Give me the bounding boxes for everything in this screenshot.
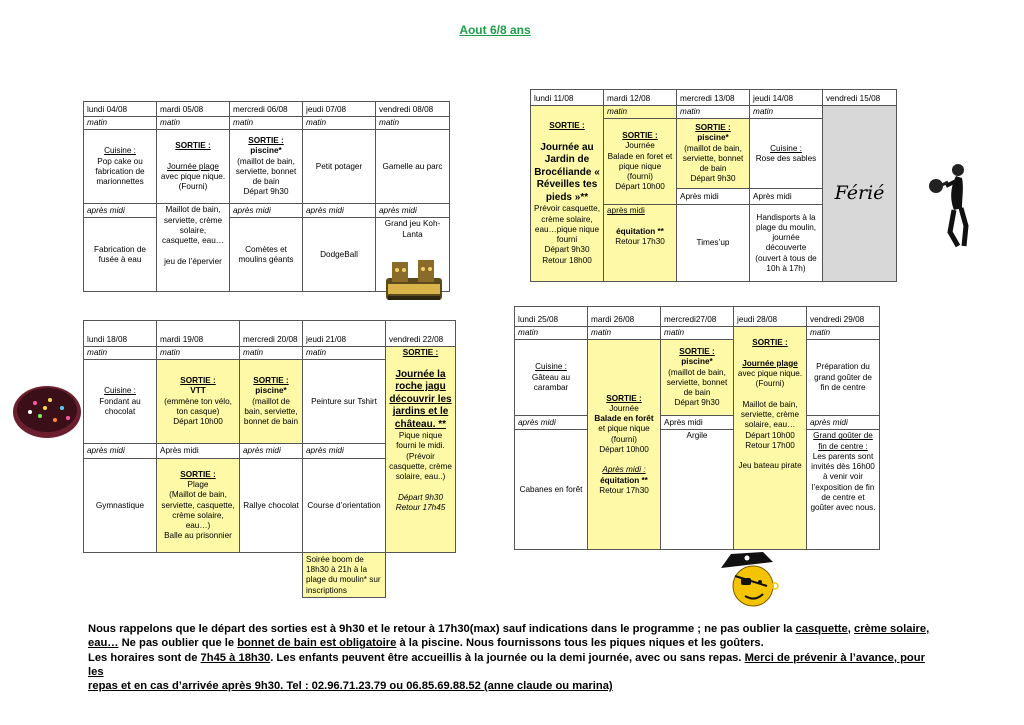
- activity-cell: Argile: [661, 430, 734, 550]
- notes-line: Les horaires sont de 7h45 à 18h30. Les enfants peuvent être accueillis à la journée ou la demi journée, avec ou sans repas. Merci de prévenir à l’avance, pour les: [88, 651, 925, 678]
- notes-line: repas et en cas d’arrivée après 9h30. Tel : 02.96.71.23.79 ou 06.85.69.88.52 (anne claude ou marina): [88, 680, 613, 693]
- matin-label: matin: [157, 347, 240, 360]
- notes-line: eau… Ne pas oublier que le bonnet de bain est obligatoire à la piscine. Nous fournissons tous les piques niques et les goûters.: [88, 637, 764, 650]
- matin-label: matin: [230, 117, 303, 130]
- activity-cell: Rallye chocolat: [240, 459, 303, 553]
- apresmidi-label: Après midi: [157, 444, 240, 459]
- day-header: mardi 26/08: [588, 307, 661, 327]
- day-header: mercredi 20/08: [240, 321, 303, 347]
- matin-label: matin: [303, 347, 386, 360]
- matin-label: matin: [84, 347, 157, 360]
- day-header: mardi 19/08: [157, 321, 240, 347]
- activity-cell: SORTIE : VTT (emmène ton vélo, ton casque) Départ 10h00: [157, 360, 240, 444]
- day-header: mercredi 06/08: [230, 102, 303, 117]
- info-notes: [88, 622, 938, 693]
- activity-cell: Cuisine : Gâteau au carambar: [515, 340, 588, 416]
- activity-cell: Cabanes en forêt: [515, 430, 588, 550]
- day-header: lundi 18/08: [84, 321, 157, 347]
- notes-line: Nous rappelons que le départ des sorties est à 9h30 et le retour à 17h30(max) sauf indications dans le programme ; ne pas oublier la casquette, crème solaire,: [88, 623, 930, 635]
- apresmidi-label: après midi: [515, 416, 588, 430]
- matin-label: matin: [303, 117, 376, 130]
- activity-cell: Cuisine : Pop cake ou fabrication de marionnettes: [84, 130, 157, 204]
- day-header: lundi 11/08: [531, 90, 604, 106]
- pirate-smiley-icon: [715, 550, 780, 608]
- activity-cell: Préparation du grand goûter de fin de centre: [807, 340, 880, 416]
- matin-label: matin: [807, 327, 880, 340]
- apresmidi-label: après midi: [376, 204, 450, 218]
- activity-cell: SORTIE : Journée la roche jagu découvrir les jardins et le château. ** Pique nique fourni le midi. (Prévoir casquette, crème solaire, eau..) Départ 9h30 Retour 17h45: [386, 347, 456, 553]
- volleyball-player-icon: [928, 160, 973, 250]
- activity-cell: Course d’orientation: [303, 459, 386, 553]
- activity-cell: Cuisine : Fondant au chocolat: [84, 360, 157, 444]
- chocolate-cake-icon: [10, 378, 85, 446]
- day-header: mardi 05/08: [157, 102, 230, 117]
- activity-cell: Peinture sur Tshirt: [303, 360, 386, 444]
- day-header: jeudi 07/08: [303, 102, 376, 117]
- activity-cell: SORTIE : Journée plage avec pique nique. (Fourni): [157, 130, 230, 204]
- activity-cell: Cuisine : Rose des sables: [750, 119, 823, 189]
- matin-label: matin: [661, 327, 734, 340]
- week-3-table: [83, 320, 456, 598]
- day-header: vendredi 29/08: [807, 307, 880, 327]
- activity-cell: Grand goûter de fin de centre : Les parents sont invités dès 16h00 à venir voir l’exposition de fin de centre et goûter avec nous.: [807, 430, 880, 550]
- activity-cell: SORTIE : Journée Balade en foret et pique nique (fourni) Départ 10h00: [604, 119, 677, 205]
- page-title: Aout 6/8 ans: [459, 23, 531, 37]
- matin-label: matin: [157, 117, 230, 130]
- activity-cell: DodgeBall: [303, 218, 376, 292]
- day-header: vendredi 08/08: [376, 102, 450, 117]
- apresmidi-label: Après midi: [750, 189, 823, 205]
- apresmidi-label: Après midi: [661, 416, 734, 430]
- activity-cell: Grand jeu Koh-Lanta: [376, 218, 450, 292]
- activity-cell: après midi équitation ** Retour 17h30: [604, 205, 677, 282]
- matin-label: matin: [604, 106, 677, 119]
- activity-cell: SORTIE : Journée plage avec pique nique. (Fourni) Maillot de bain, serviette, crème solaire, eau… Départ 10h00 Retour 17h00 Jeu bateau pirate: [734, 327, 807, 550]
- matin-label: matin: [588, 327, 661, 340]
- day-header: vendredi 15/08: [823, 90, 897, 106]
- matin-label: matin: [750, 106, 823, 119]
- day-header: vendredi 22/08: [386, 321, 456, 347]
- apresmidi-label: après midi: [84, 444, 157, 459]
- day-header: jeudi 14/08: [750, 90, 823, 106]
- activity-cell: Times’up: [677, 205, 750, 282]
- apresmidi-label: après midi: [303, 444, 386, 459]
- activity-cell: Petit potager: [303, 130, 376, 204]
- activity-cell: Comètes et moulins géants: [230, 218, 303, 292]
- apresmidi-label: Après midi: [677, 189, 750, 205]
- day-header: mardi 12/08: [604, 90, 677, 106]
- activity-cell: Maillot de bain, serviette, crème solaire, casquette, eau… jeu de l’épervier: [157, 204, 230, 292]
- day-header: mercredi27/08: [661, 307, 734, 327]
- matin-label: matin: [240, 347, 303, 360]
- matin-label: matin: [376, 117, 450, 130]
- apresmidi-label: après midi: [230, 204, 303, 218]
- activity-cell: SORTIE : piscine* (maillot de bain, serviette, bonnet de bain Départ 9h30: [677, 119, 750, 189]
- koh-lanta-totem-icon: [378, 258, 450, 306]
- activity-cell: Soirée boom de 18h30 à 21h à la plage du moulin* sur inscriptions: [303, 553, 386, 598]
- apresmidi-label: après midi: [240, 444, 303, 459]
- apresmidi-label: après midi: [84, 204, 157, 218]
- matin-label: matin: [515, 327, 588, 340]
- activity-cell: SORTIE : piscine* (maillot de bain, serviette, bonnet de bain Départ 9h30: [230, 130, 303, 204]
- day-header: lundi 25/08: [515, 307, 588, 327]
- activity-cell: SORTIE : Journée au Jardin de Brocéliande « Réveilles tes pieds »** Prévoir casquette, crème solaire, eau…pique nique fourni Départ 9h30 Retour 18h00: [531, 106, 604, 282]
- activity-cell: SORTIE : Plage (Maillot de bain, serviette, casquette, crème solaire, eau…) Balle au prisonnier: [157, 459, 240, 553]
- day-header: jeudi 21/08: [303, 321, 386, 347]
- day-header: mercredi 13/08: [677, 90, 750, 106]
- week-4-table: [514, 306, 880, 550]
- ferie-cell: Férié: [823, 106, 897, 282]
- day-header: jeudi 28/08: [734, 307, 807, 327]
- activity-cell: Gamelle au parc: [376, 130, 450, 204]
- activity-cell: Handisports à la plage du moulin, journée découverte (ouvert à tous de 10h à 17h): [750, 205, 823, 282]
- week-2-table: [530, 89, 897, 282]
- activity-cell: SORTIE : piscine* (maillot de bain, serviette, bonnet de bain: [240, 360, 303, 444]
- activity-cell: SORTIE : piscine* (maillot de bain, serviette, bonnet de bain Départ 9h30: [661, 340, 734, 416]
- matin-label: matin: [84, 117, 157, 130]
- day-header: lundi 04/08: [84, 102, 157, 117]
- activity-cell: Fabrication de fusée à eau: [84, 218, 157, 292]
- apresmidi-label: après midi: [807, 416, 880, 430]
- matin-label: matin: [677, 106, 750, 119]
- apresmidi-label: après midi: [303, 204, 376, 218]
- activity-cell: SORTIE : Journée Balade en forêt et pique nique (fourni) Départ 10h00 Après midi : équitation ** Retour 17h30: [588, 340, 661, 550]
- activity-cell: Gymnastique: [84, 459, 157, 553]
